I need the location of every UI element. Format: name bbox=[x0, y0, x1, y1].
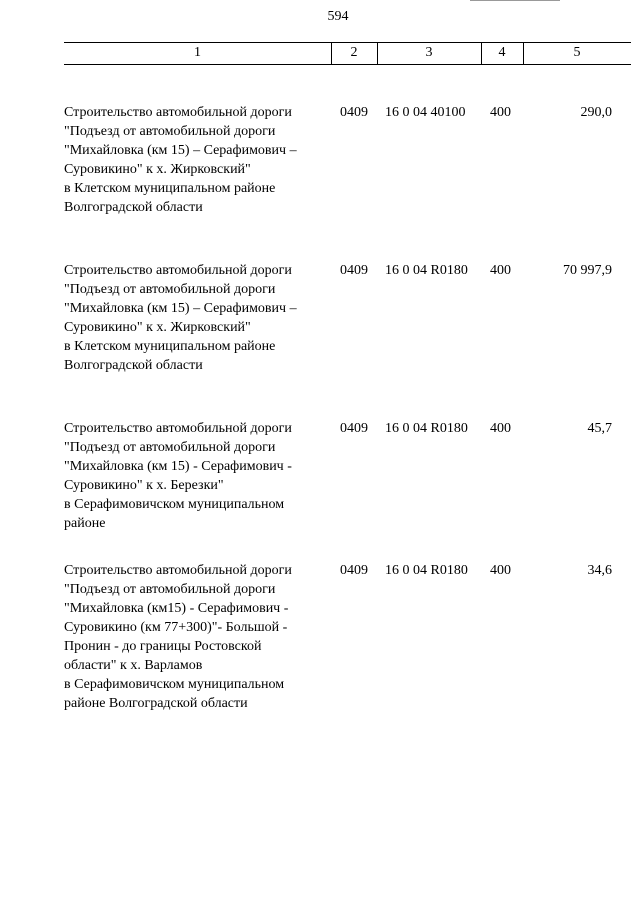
row-name: Строительство автомобильной дороги "Подъезд от автомобильной дороги "Михайловка (км 15) - Серафимович - Суровикино" к х. Березки" в Серафимовичском муниципальном районе bbox=[64, 421, 292, 531]
row-name: Строительство автомобильной дороги "Подъезд от автомобильной дороги "Михайловка (км15) - Серафимович - Суровикино (км 77+300)"- Большой - Пронин - до границы Ростовской области" к х. Варламов в Серафимовичском муниципальном районе Волгоградской области bbox=[64, 563, 292, 711]
scan-edge-mark bbox=[470, 0, 560, 2]
header-col-3: 3 bbox=[425, 45, 433, 60]
row-section-code: 0409 bbox=[340, 263, 368, 278]
header-col-5: 5 bbox=[573, 45, 581, 60]
row-section-code: 0409 bbox=[340, 105, 368, 120]
row-section-code: 0409 bbox=[340, 563, 368, 578]
row-amount: 290,0 bbox=[580, 105, 612, 120]
row-amount: 70 997,9 bbox=[563, 263, 612, 278]
row-name: Строительство автомобильной дороги "Подъезд от автомобильной дороги "Михайловка (км 15) – Серафимович – Суровикино" к х. Жирковский" в Клетском муниципальном районе Волгоградской области bbox=[64, 263, 297, 373]
row-section-code: 0409 bbox=[340, 421, 368, 436]
row-name: Строительство автомобильной дороги "Подъезд от автомобильной дороги "Михайловка (км 15) – Серафимович – Суровикино" к х. Жирковский" в Клетском муниципальном районе Волгоградской области bbox=[64, 105, 297, 215]
header-col-1: 1 bbox=[194, 45, 201, 60]
row-amount: 34,6 bbox=[587, 563, 612, 578]
row-expense-type: 400 bbox=[490, 263, 511, 278]
header-col-4: 4 bbox=[498, 45, 506, 60]
header-col-2: 2 bbox=[350, 45, 358, 60]
row-expense-type: 400 bbox=[490, 563, 511, 578]
page-number: 594 bbox=[327, 9, 349, 24]
row-target-article: 16 0 04 R0180 bbox=[385, 263, 468, 278]
header-bottom-rule bbox=[64, 64, 631, 65]
row-expense-type: 400 bbox=[490, 105, 511, 120]
row-expense-type: 400 bbox=[490, 421, 511, 436]
row-target-article: 16 0 04 R0180 bbox=[385, 563, 468, 578]
row-target-article: 16 0 04 R0180 bbox=[385, 421, 468, 436]
row-target-article: 16 0 04 40100 bbox=[385, 105, 466, 120]
row-amount: 45,7 bbox=[587, 421, 612, 436]
